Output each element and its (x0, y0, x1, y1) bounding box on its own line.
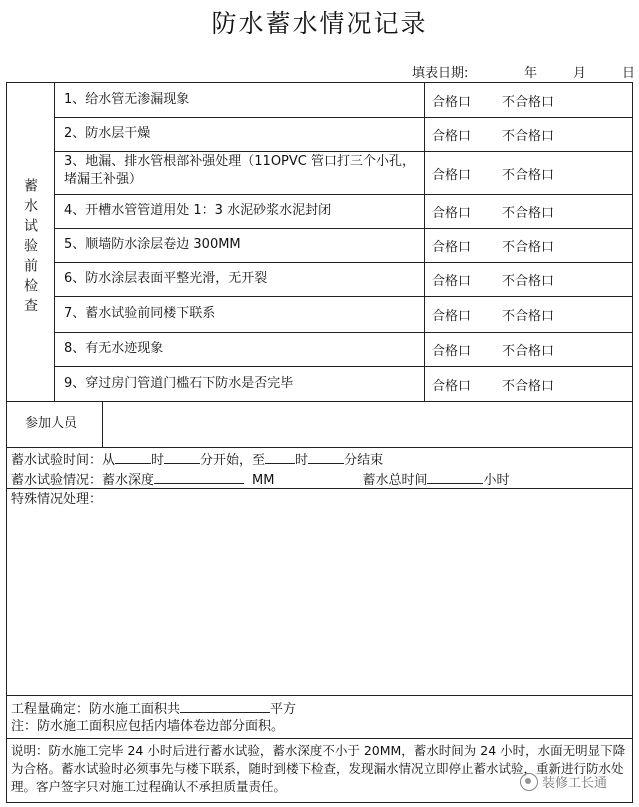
fail-checkbox-9[interactable]: 不合格口 (502, 379, 555, 394)
start-text: 分开始，至 (200, 453, 266, 468)
divider (54, 117, 632, 118)
divider (54, 296, 632, 297)
check-item-8: 8、有无水迹现象 (64, 341, 164, 356)
area-unit: 平方 (270, 702, 297, 717)
note-text: 注：防水施工面积应包括内墙体卷边部分面积。 (11, 719, 285, 734)
total-duration-blank[interactable] (427, 471, 483, 484)
pass-checkbox-8[interactable]: 合格口 (432, 344, 472, 359)
test-time-label: 蓄水试验时间：从 (11, 453, 116, 468)
pass-checkbox-7[interactable]: 合格口 (432, 309, 472, 324)
special-handling-area[interactable] (9, 509, 629, 691)
divider (54, 332, 632, 333)
divider (102, 401, 103, 447)
date-month: 月 (573, 66, 587, 81)
divider (54, 194, 632, 195)
area-blank[interactable] (180, 700, 270, 713)
pass-checkbox-2[interactable]: 合格口 (432, 129, 472, 144)
fail-checkbox-8[interactable]: 不合格口 (502, 344, 555, 359)
pass-checkbox-5[interactable]: 合格口 (432, 240, 472, 255)
duration-unit: 小时 (483, 473, 510, 488)
divider (54, 366, 632, 367)
pass-checkbox-4[interactable]: 合格口 (432, 206, 472, 221)
check-item-9: 9、穿过房门管道门槛石下防水是否完毕 (64, 376, 294, 391)
check-item-1: 1、给水管无渗漏现象 (64, 92, 190, 107)
divider (424, 83, 425, 401)
pass-checkbox-3[interactable]: 合格口 (432, 168, 472, 183)
check-item-5: 5、顺墙防水涂层卷边 300MM (64, 237, 241, 252)
fail-checkbox-3[interactable]: 不合格口 (502, 168, 555, 183)
end-hour-blank[interactable] (265, 451, 295, 464)
date-day: 日 (622, 66, 636, 81)
explanation-text: 说明：防水施工完毕 24 小时后进行蓄水试验，蓄水深度不小于 20MM，蓄水时间为 24 小时，水面无明显下降为合格。蓄水试验时必须事先与楼下联系，随时到楼下检查，发现漏水情况立即停止蓄水试验，重新进行防水处理。客户签字只对施工过程确认不承担质量责任。 (11, 743, 626, 794)
check-item-3-line2: 堵漏王补强） (64, 172, 143, 187)
depth-unit: MM (252, 473, 275, 488)
check-item-7: 7、蓄水试验前同楼下联系 (64, 306, 216, 321)
divider (7, 695, 632, 696)
fail-checkbox-6[interactable]: 不合格口 (502, 274, 555, 289)
record-form (6, 82, 633, 803)
hour-unit-2: 时 (295, 453, 309, 468)
pass-checkbox-9[interactable]: 合格口 (432, 379, 472, 394)
check-item-2: 2、防水层干燥 (64, 126, 151, 141)
quantity-row (11, 700, 296, 718)
divider (54, 262, 632, 263)
fail-checkbox-7[interactable]: 不合格口 (502, 309, 555, 324)
watermark-text: 装修工长通 (542, 776, 608, 791)
quantity-label: 工程量确定：防水施工面积共 (11, 702, 181, 717)
total-duration-label: 蓄水总时间 (362, 473, 428, 488)
divider (54, 228, 632, 229)
check-item-6: 6、防水涂层表面平整光滑，无开裂 (64, 271, 268, 286)
page-title: 防水蓄水情况记录 (211, 9, 428, 38)
pass-checkbox-1[interactable]: 合格口 (432, 95, 472, 110)
check-item-4: 4、开槽水管管道用处 1：3 水泥砂浆水泥封闭 (64, 203, 332, 218)
watermark (520, 772, 607, 791)
participants-field[interactable] (104, 402, 630, 446)
hour-unit-1: 时 (151, 453, 165, 468)
start-minute-blank[interactable] (164, 451, 200, 464)
divider (7, 738, 632, 739)
fill-date-label: 填表日期: (412, 66, 469, 81)
date-year: 年 (524, 66, 538, 81)
end-text: 分结束 (344, 453, 384, 468)
divider (54, 151, 632, 152)
divider (54, 83, 55, 401)
test-status-label: 蓄水试验情况：蓄水深度 (11, 473, 155, 488)
start-hour-blank[interactable] (115, 451, 151, 464)
fail-checkbox-4[interactable]: 不合格口 (502, 206, 555, 221)
check-item-3-line1: 3、地漏、排水管根部补强处理（11OPVC 管口打三个小孔， (64, 154, 415, 169)
fail-checkbox-5[interactable]: 不合格口 (502, 240, 555, 255)
pass-checkbox-6[interactable]: 合格口 (432, 274, 472, 289)
fail-checkbox-2[interactable]: 不合格口 (502, 129, 555, 144)
test-time-row (11, 451, 383, 469)
watermark-icon (520, 773, 538, 791)
divider (7, 447, 632, 448)
participants-label: 参加人员 (25, 416, 78, 431)
fail-checkbox-1[interactable]: 不合格口 (502, 95, 555, 110)
test-status-row (11, 471, 509, 489)
water-depth-blank[interactable] (154, 471, 244, 484)
end-minute-blank[interactable] (308, 451, 344, 464)
special-handling-label: 特殊情况处理： (11, 492, 103, 507)
section-label-pre-test-check: 蓄水试验前检查 (22, 178, 38, 318)
